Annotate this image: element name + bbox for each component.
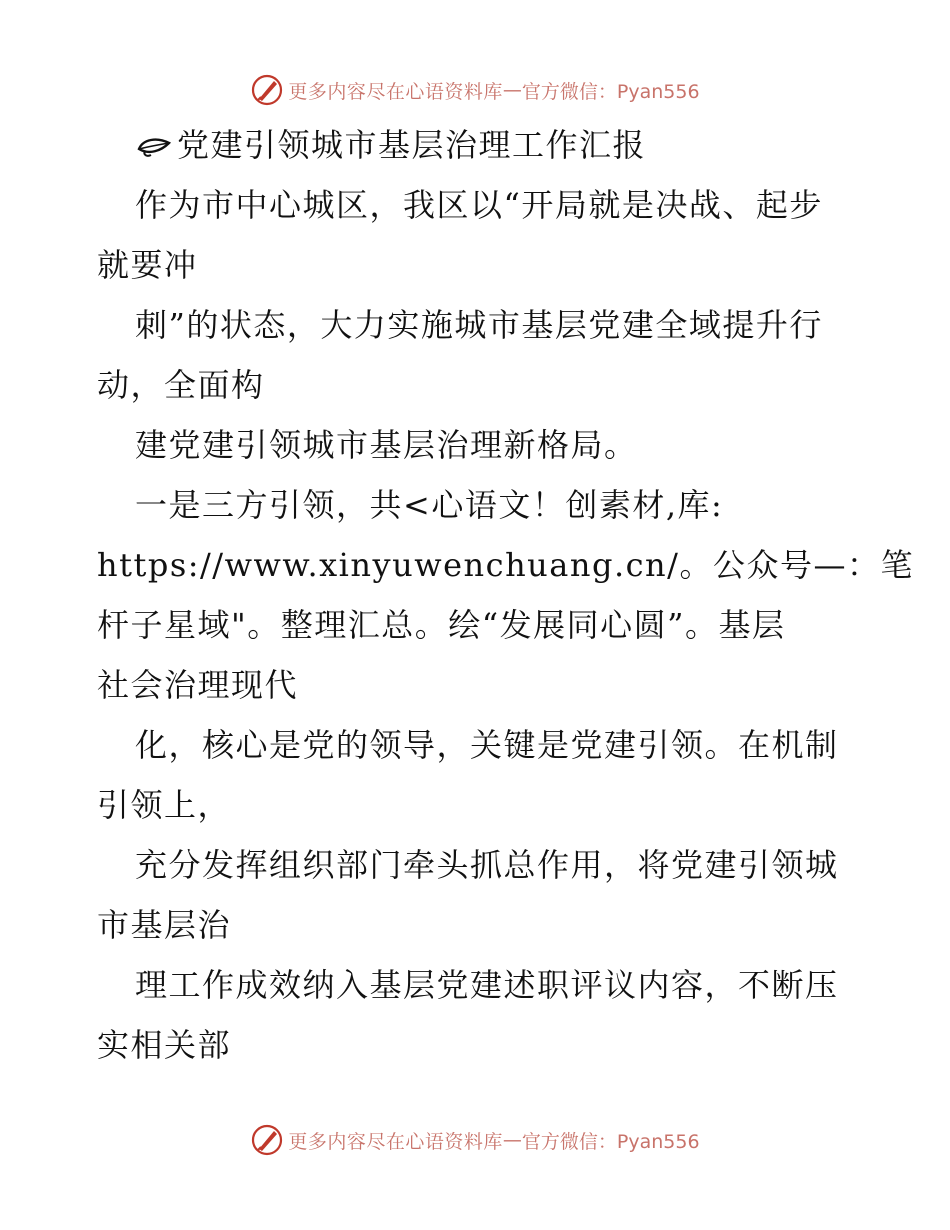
banner-brand-text: 更多内容尽在心语资料库	[288, 80, 503, 103]
banner-separator: —	[502, 79, 522, 101]
body-line: 理工作成效纳入基层党建述职评议内容，不断压	[135, 966, 839, 1004]
banner-wechat-text: 官方微信：Pyan556	[521, 80, 700, 103]
header-banner	[0, 70, 950, 110]
footer-banner	[0, 1120, 950, 1160]
document-body	[97, 115, 914, 1075]
body-line: 刺”的状态，大力实施城市基层党建全域提升行	[135, 306, 823, 344]
body-line: 引领上，	[97, 786, 232, 824]
document-title-text: 党建引领城市基层治理工作汇报	[177, 126, 647, 164]
document-title	[97, 115, 857, 175]
body-lines	[97, 175, 914, 1075]
body-line: 就要冲	[97, 246, 198, 284]
banner-brand-text: 更多内容尽在心语资料库	[288, 1130, 503, 1153]
body-line: 充分发挥组织部门牵头抓总作用，将党建引领城	[135, 846, 839, 884]
body-line: 市基层治	[97, 906, 232, 944]
quill-pen-logo-icon	[250, 73, 284, 107]
body-line: https://www.xinyuwenchuang.cn/。公众号—：笔	[97, 546, 914, 584]
banner-wechat-text: 官方微信：Pyan556	[521, 1130, 700, 1153]
body-line: 社会治理现代	[97, 666, 299, 704]
leaf-bullet-icon	[135, 129, 175, 161]
body-line: 动，全面构	[97, 366, 265, 404]
body-line: 一是三方引领，共<心语文！创素材,库:	[135, 486, 724, 524]
banner-separator: —	[502, 1129, 522, 1151]
body-line: 建党建引领城市基层治理新格局。	[135, 426, 638, 464]
body-line: 作为市中心城区，我区以“开局就是决战、起步	[135, 186, 823, 224]
body-line: 化，核心是党的领导，关键是党建引领。在机制	[135, 726, 839, 764]
body-line: 杆子星域"。整理汇总。绘“发展同心圆”。基层	[97, 606, 786, 644]
body-line: 实相关部	[97, 1026, 232, 1064]
quill-pen-logo-icon	[250, 1123, 284, 1157]
